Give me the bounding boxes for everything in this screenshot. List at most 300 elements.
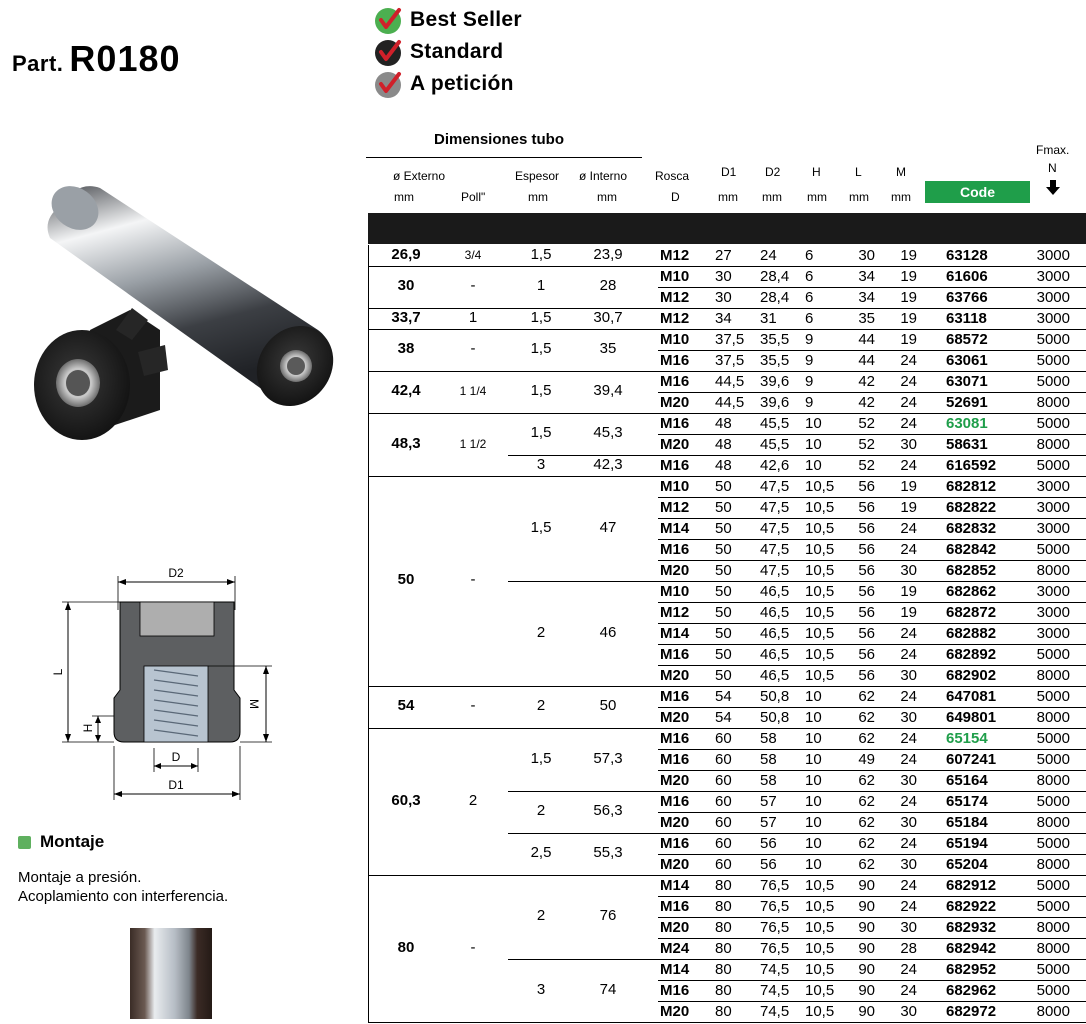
header-black-bar [368, 213, 1086, 244]
cell-d1: 50 [715, 520, 732, 537]
cell-fmax: 5000 [1036, 877, 1070, 894]
montaje-title: Montaje [40, 832, 105, 851]
row-divider [658, 770, 1086, 771]
cell-l: 52 [858, 457, 875, 474]
cell-d2: 28,4 [760, 289, 790, 306]
cell-d1: 30 [715, 268, 732, 285]
cell-l: 90 [858, 940, 875, 957]
col-espesor-header: Espesor [515, 169, 560, 183]
cell-code: 65204 [946, 856, 988, 873]
cell-m: 24 [900, 625, 917, 642]
cell-h: 6 [805, 268, 814, 285]
cell-h: 10,5 [805, 646, 835, 663]
cell-poll: 2 [468, 791, 478, 809]
dim-label-l: L [51, 668, 65, 676]
col-externo-unit: mm [394, 190, 414, 204]
cell-d2: 74,5 [760, 982, 790, 999]
col-fmax-header: Fmax. [1036, 143, 1070, 157]
cell-fmax: 5000 [1036, 835, 1070, 852]
cell-l: 42 [858, 394, 875, 411]
cell-d1: 50 [715, 625, 732, 642]
row-divider [368, 329, 1086, 330]
cell-d1: 34 [715, 310, 732, 327]
col-h-header: H [812, 165, 821, 179]
cell-poll: - [470, 277, 476, 294]
table-row [368, 770, 1086, 791]
cell-espesor: 1,5 [530, 749, 552, 767]
table-row [368, 728, 1086, 749]
row-divider [658, 602, 1086, 603]
cell-fmax: 5000 [1036, 373, 1070, 390]
cell-m: 24 [900, 646, 917, 663]
cell-h: 10,5 [805, 625, 835, 642]
cell-rosca: M14 [660, 520, 690, 537]
cell-rosca: M20 [660, 919, 690, 936]
cell-l: 34 [858, 289, 875, 306]
cell-l: 56 [858, 520, 875, 537]
col-rosca-header: Rosca [655, 169, 690, 183]
cell-h: 10 [805, 688, 822, 705]
cell-h: 10,5 [805, 667, 835, 684]
col-interno-unit: mm [597, 190, 617, 204]
col-espesor-unit: mm [528, 190, 548, 204]
cell-espesor: 1,5 [530, 424, 552, 441]
cell-d1: 50 [715, 541, 732, 558]
cell-l: 34 [858, 268, 875, 285]
cell-l: 44 [858, 331, 875, 348]
cell-l: 62 [858, 835, 875, 852]
cell-d1: 80 [715, 877, 732, 894]
col-d2-unit: mm [762, 190, 782, 204]
cell-d2: 45,5 [760, 415, 790, 432]
table-row [368, 413, 1086, 434]
cell-m: 19 [900, 289, 917, 306]
table-row [368, 749, 1086, 770]
cell-m: 24 [900, 688, 917, 705]
cell-espesor: 2,5 [530, 844, 552, 861]
cell-rosca: M16 [660, 835, 690, 852]
cell-h: 9 [805, 352, 814, 369]
cell-code: 682812 [946, 478, 997, 495]
dim-label-m: M [247, 699, 261, 709]
cell-m: 24 [900, 961, 917, 978]
header-divider [366, 157, 642, 158]
cell-m: 24 [900, 394, 917, 411]
cell-fmax: 5000 [1036, 730, 1070, 747]
cell-code: 65164 [946, 772, 988, 789]
row-divider [658, 812, 1086, 813]
cell-poll: 3/4 [464, 247, 482, 262]
cell-m: 30 [900, 814, 917, 831]
table-row [368, 665, 1086, 686]
cell-interno: 56,3 [593, 802, 623, 819]
cell-h: 10 [805, 730, 822, 747]
cell-code: 607241 [946, 751, 997, 768]
cell-l: 62 [858, 730, 875, 747]
cell-l: 56 [858, 499, 875, 516]
cell-d2: 76,5 [760, 877, 790, 894]
cell-code: 682892 [946, 646, 997, 663]
cell-m: 30 [900, 772, 917, 789]
cell-rosca: M20 [660, 856, 690, 873]
cell-code: 647081 [946, 688, 997, 705]
cell-interno: 35 [599, 340, 617, 357]
cell-fmax: 5000 [1036, 646, 1070, 663]
cell-code: 682882 [946, 625, 997, 642]
table-row [368, 455, 1086, 476]
cell-d2: 46,5 [760, 667, 790, 684]
cell-fmax: 5000 [1036, 541, 1070, 558]
cell-externo: 26,9 [391, 245, 421, 263]
cell-d1: 60 [715, 772, 732, 789]
cell-rosca: M16 [660, 457, 690, 474]
cell-l: 90 [858, 877, 875, 894]
table-row [368, 959, 1086, 980]
cell-d1: 80 [715, 982, 732, 999]
cell-h: 10,5 [805, 961, 835, 978]
cell-m: 30 [900, 709, 917, 726]
dim-label-d2: D2 [168, 566, 184, 580]
cell-h: 10,5 [805, 478, 835, 495]
col-d1-unit: mm [718, 190, 738, 204]
cell-fmax: 3000 [1036, 499, 1070, 516]
cell-espesor: 2 [536, 907, 546, 924]
cell-d1: 48 [715, 457, 732, 474]
col-fmax-unit: N [1048, 161, 1057, 175]
cell-d2: 39,6 [760, 373, 790, 390]
cell-poll: - [470, 697, 476, 714]
cell-d1: 60 [715, 730, 732, 747]
cell-l: 62 [858, 793, 875, 810]
legend-a-peticion [374, 69, 514, 99]
cell-rosca: M14 [660, 625, 690, 642]
cell-fmax: 8000 [1036, 814, 1070, 831]
row-divider [658, 938, 1086, 939]
row-divider [658, 665, 1086, 666]
table-row [368, 854, 1086, 875]
cell-rosca: M16 [660, 730, 690, 747]
cell-l: 56 [858, 541, 875, 558]
col-externo-header: ø Externo [393, 169, 446, 183]
cell-espesor: 2 [536, 623, 546, 641]
cell-rosca: M16 [660, 793, 690, 810]
cell-l: 49 [858, 751, 875, 768]
row-divider [368, 728, 1086, 729]
row-divider [368, 686, 1086, 687]
cell-m: 24 [900, 352, 917, 369]
cell-d2: 56 [760, 856, 777, 873]
cell-externo: 80 [397, 938, 415, 956]
cell-d2: 24 [760, 247, 777, 264]
dim-label-h: H [81, 723, 95, 733]
cell-l: 90 [858, 1003, 875, 1020]
cell-h: 10 [805, 814, 822, 831]
cell-m: 19 [900, 310, 917, 327]
cell-fmax: 8000 [1036, 919, 1070, 936]
cell-fmax: 5000 [1036, 793, 1070, 810]
row-divider [368, 266, 1086, 267]
check-circle-green-icon [374, 6, 403, 35]
row-divider [658, 539, 1086, 540]
cell-code: 61606 [946, 268, 988, 285]
row-divider [508, 581, 1086, 582]
cell-rosca: M16 [660, 646, 690, 663]
dimensiones-tubo-heading: Dimensiones tubo [434, 131, 565, 148]
cell-h: 10 [805, 436, 822, 453]
cell-espesor: 2 [536, 697, 546, 714]
cell-h: 10,5 [805, 940, 835, 957]
cell-rosca: M10 [660, 268, 690, 285]
col-h-unit: mm [807, 190, 827, 204]
cell-d1: 60 [715, 814, 732, 831]
cell-code: 63061 [946, 352, 988, 369]
cell-rosca: M20 [660, 1003, 690, 1020]
cell-m: 19 [900, 604, 917, 621]
cell-rosca: M10 [660, 331, 690, 348]
cell-l: 56 [858, 562, 875, 579]
cell-h: 10 [805, 856, 822, 873]
cell-d1: 80 [715, 940, 732, 957]
cell-l: 62 [858, 688, 875, 705]
cell-code: 65194 [946, 835, 988, 852]
cell-interno: 74 [599, 980, 617, 998]
technical-drawing [40, 560, 280, 810]
cell-fmax: 5000 [1036, 331, 1070, 348]
cell-l: 56 [858, 604, 875, 621]
cell-rosca: M20 [660, 667, 690, 684]
cell-d1: 60 [715, 751, 732, 768]
cell-fmax: 5000 [1036, 457, 1070, 474]
cell-d2: 42,6 [760, 457, 790, 474]
cell-code: 682932 [946, 919, 997, 936]
row-divider [368, 875, 1086, 876]
cell-d2: 46,5 [760, 604, 790, 621]
cell-l: 62 [858, 856, 875, 873]
cell-espesor: 1,5 [530, 518, 552, 536]
cell-m: 24 [900, 457, 917, 474]
cell-code: 68572 [946, 331, 988, 348]
cell-interno: 46 [599, 623, 617, 641]
cell-code: 63766 [946, 289, 988, 306]
cell-d2: 46,5 [760, 646, 790, 663]
cell-d2: 57 [760, 793, 777, 810]
cell-fmax: 8000 [1036, 436, 1070, 453]
cell-l: 90 [858, 982, 875, 999]
row-divider [368, 371, 1086, 372]
cell-fmax: 3000 [1036, 625, 1070, 642]
cell-d1: 80 [715, 1003, 732, 1020]
col-d1-header: D1 [721, 165, 737, 179]
cell-d1: 44,5 [715, 373, 745, 390]
cell-fmax: 5000 [1036, 898, 1070, 915]
cell-code: 52691 [946, 394, 988, 411]
cell-h: 10 [805, 751, 822, 768]
row-divider [658, 287, 1086, 288]
cell-externo: 50 [397, 571, 415, 588]
cell-interno: 39,4 [593, 382, 623, 399]
cell-h: 10,5 [805, 604, 835, 621]
cell-rosca: M12 [660, 289, 690, 306]
cell-code: 682842 [946, 541, 997, 558]
cell-m: 19 [900, 268, 917, 285]
cell-code: 65174 [946, 793, 988, 810]
cell-d2: 74,5 [760, 961, 790, 978]
cell-interno: 30,7 [593, 308, 623, 326]
cell-code: 63081 [946, 415, 988, 432]
cell-l: 90 [858, 961, 875, 978]
cell-espesor: 1,5 [530, 245, 552, 263]
col-m-unit: mm [891, 190, 911, 204]
cell-d1: 54 [715, 709, 732, 726]
table-row [368, 623, 1086, 644]
legend-label: A petición [410, 72, 514, 95]
table-row [368, 476, 1086, 497]
row-divider [658, 1001, 1086, 1002]
cell-poll: - [470, 340, 476, 357]
cell-code: 682912 [946, 877, 997, 894]
cell-d2: 35,5 [760, 352, 790, 369]
cell-externo: 60,3 [391, 791, 421, 809]
cell-m: 30 [900, 667, 917, 684]
cell-code: 65154 [946, 730, 988, 747]
legend-label: Best Seller [410, 8, 522, 31]
cell-rosca: M16 [660, 688, 690, 705]
cell-poll: - [470, 571, 476, 588]
cell-fmax: 3000 [1036, 520, 1070, 537]
check-circle-black-icon [374, 38, 403, 67]
cell-d2: 45,5 [760, 436, 790, 453]
cell-fmax: 5000 [1036, 982, 1070, 999]
part-label: Part. [12, 51, 64, 76]
cell-h: 10,5 [805, 898, 835, 915]
cell-h: 10,5 [805, 520, 835, 537]
install-photo [120, 928, 220, 1024]
cell-h: 10,5 [805, 919, 835, 936]
cell-l: 56 [858, 583, 875, 600]
cell-interno: 55,3 [593, 844, 623, 861]
row-divider [658, 623, 1086, 624]
cell-fmax: 3000 [1036, 247, 1070, 264]
cell-d1: 50 [715, 646, 732, 663]
cell-rosca: M20 [660, 436, 690, 453]
cell-d2: 50,8 [760, 709, 790, 726]
cell-interno: 42,3 [593, 455, 623, 473]
cell-d1: 44,5 [715, 394, 745, 411]
row-divider [658, 854, 1086, 855]
col-interno-header: ø Interno [579, 169, 628, 183]
cell-externo: 33,7 [391, 308, 421, 326]
cell-code: 63118 [946, 310, 987, 327]
cell-fmax: 8000 [1036, 940, 1070, 957]
cell-h: 10 [805, 835, 822, 852]
cell-rosca: M10 [660, 478, 690, 495]
cell-h: 9 [805, 394, 814, 411]
cell-rosca: M10 [660, 583, 690, 600]
cell-code: 65184 [946, 814, 988, 831]
cell-l: 90 [858, 919, 875, 936]
cell-h: 10 [805, 415, 822, 432]
cell-h: 6 [805, 310, 814, 327]
cell-m: 19 [900, 583, 917, 600]
part-code: R0180 [69, 38, 181, 79]
cell-m: 24 [900, 520, 917, 537]
cell-h: 10,5 [805, 541, 835, 558]
row-divider [658, 350, 1086, 351]
cell-rosca: M20 [660, 562, 690, 579]
cell-m: 19 [900, 499, 917, 516]
cell-d2: 58 [760, 772, 777, 789]
cell-h: 10 [805, 457, 822, 474]
cell-l: 35 [858, 310, 875, 327]
cell-fmax: 3000 [1036, 268, 1070, 285]
cell-d2: 47,5 [760, 499, 790, 516]
cell-m: 24 [900, 877, 917, 894]
cell-d2: 46,5 [760, 625, 790, 642]
cell-espesor: 1,5 [530, 340, 552, 357]
col-rosca-unit: D [671, 190, 680, 204]
cell-l: 30 [858, 247, 875, 264]
cell-code: 682832 [946, 520, 997, 537]
cell-rosca: M20 [660, 772, 690, 789]
table-row [368, 518, 1086, 539]
cell-h: 10,5 [805, 583, 835, 600]
cell-fmax: 3000 [1036, 310, 1070, 327]
cell-code: 63071 [946, 373, 988, 390]
green-square-icon [18, 836, 31, 849]
cell-fmax: 5000 [1036, 352, 1070, 369]
cell-h: 9 [805, 373, 814, 390]
cell-rosca: M12 [660, 499, 690, 516]
cell-d1: 48 [715, 436, 732, 453]
cell-d2: 47,5 [760, 541, 790, 558]
cell-d1: 60 [715, 835, 732, 852]
cell-h: 10 [805, 772, 822, 789]
cell-rosca: M20 [660, 709, 690, 726]
montaje-heading [18, 832, 104, 852]
cell-l: 56 [858, 625, 875, 642]
cell-h: 10,5 [805, 877, 835, 894]
row-divider [368, 413, 1086, 414]
montaje-line-1: Montaje a presión. [18, 869, 142, 886]
cell-poll: - [470, 938, 476, 956]
col-l-header: L [855, 165, 862, 179]
cell-rosca: M16 [660, 373, 690, 390]
row-divider [658, 749, 1086, 750]
cell-d1: 60 [715, 856, 732, 873]
arrow-down-icon [1046, 180, 1060, 201]
cell-fmax: 8000 [1036, 856, 1070, 873]
row-divider [508, 833, 1086, 834]
cell-d1: 27 [715, 247, 732, 264]
cell-espesor: 1,5 [530, 382, 552, 399]
cell-rosca: M16 [660, 541, 690, 558]
cell-d1: 37,5 [715, 331, 745, 348]
cell-m: 24 [900, 751, 917, 768]
cell-m: 30 [900, 856, 917, 873]
cell-code: 649801 [946, 709, 997, 726]
cell-interno: 47 [599, 518, 617, 536]
cell-rosca: M12 [660, 247, 690, 264]
cell-code: 682942 [946, 940, 997, 957]
cell-h: 9 [805, 331, 814, 348]
cell-l: 52 [858, 415, 875, 432]
cell-espesor: 3 [536, 455, 546, 473]
cell-d2: 58 [760, 751, 777, 768]
cell-h: 6 [805, 289, 814, 306]
cell-fmax: 8000 [1036, 772, 1070, 789]
product-table [368, 245, 1086, 1022]
cell-poll: 1 1/2 [459, 436, 487, 451]
